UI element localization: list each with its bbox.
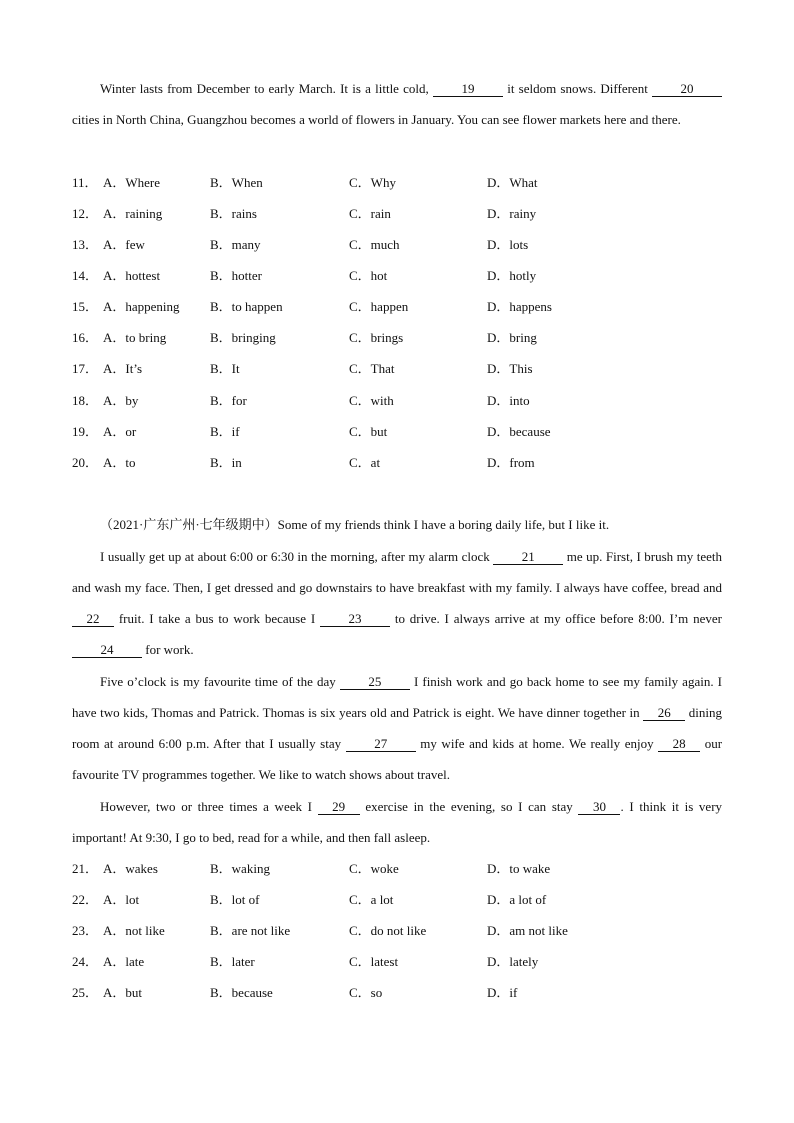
passage1-text: here and there. — [604, 112, 681, 127]
question-number: 23． — [72, 923, 99, 938]
passage2-text: my wife and kids at home. We really enjoy — [420, 736, 654, 751]
passage2-paragraph-1 — [72, 541, 722, 665]
option-d: D．to wake — [487, 861, 551, 876]
passage2-text: I finish work and go back home to see my family again. I have two kids, Thomas and Patrick. Thomas is six years old and Patrick is eight. We have dinner together in — [72, 674, 723, 720]
passage2-text: However, two or three times a week I — [100, 799, 312, 814]
option-d: D．What — [487, 175, 538, 190]
blank-27: 27 — [346, 737, 416, 752]
option-a: A．wakes — [103, 861, 158, 876]
option-b: B．It — [210, 361, 240, 376]
option-a: A．by — [103, 393, 139, 408]
blank-23: 23 — [320, 612, 390, 627]
blank-21: 21 — [493, 550, 563, 565]
option-d: D．lots — [487, 237, 529, 252]
question-number: 13． — [72, 237, 99, 252]
passage2-source-line: （2021·广东广州·七年级期中）Some of my friends think I have a boring daily life, but I like it. — [100, 517, 610, 532]
option-d: D．bring — [487, 330, 537, 345]
question-number: 21． — [72, 861, 99, 876]
passage2-text: me up. First, I brush my teeth and wash my face. Then, I get dressed and go downstairs to have breakfast with my family. I always have coffee, bread and — [72, 549, 722, 595]
option-a: A．to — [103, 455, 136, 470]
question-number: 18． — [72, 393, 99, 408]
option-a: A．happening — [103, 299, 180, 314]
option-b: B．because — [210, 985, 273, 1000]
option-a: A．It’s — [103, 361, 143, 376]
question-row — [72, 391, 722, 411]
option-b: B．if — [210, 424, 240, 439]
passage2-text: our favourite TV programmes together. We like to watch shows about travel. — [72, 736, 723, 782]
option-d: D．a lot of — [487, 892, 547, 907]
option-d: D．from — [487, 455, 535, 470]
blank-20: 20 — [652, 82, 722, 97]
passage2-paragraph-2 — [72, 666, 722, 790]
question-row — [72, 983, 722, 1003]
option-d: D．into — [487, 393, 530, 408]
option-a: A．late — [103, 954, 145, 969]
option-b: B．lot of — [210, 892, 260, 907]
question-number: 15． — [72, 299, 99, 314]
option-b: B．bringing — [210, 330, 276, 345]
option-c: C．rain — [349, 206, 391, 221]
question-row — [72, 453, 722, 473]
option-a: A．Where — [103, 175, 161, 190]
passage2-text: for work. — [145, 642, 194, 657]
option-d: D．rainy — [487, 206, 537, 221]
option-c: C．latest — [349, 954, 399, 969]
option-c: C．at — [349, 455, 381, 470]
option-c: C．a lot — [349, 892, 394, 907]
option-c: C．Why — [349, 175, 396, 190]
option-d: D．This — [487, 361, 533, 376]
question-number: 24． — [72, 954, 99, 969]
option-c: C．hot — [349, 268, 388, 283]
question-row — [72, 328, 722, 348]
option-b: B．to happen — [210, 299, 283, 314]
option-a: A．lot — [103, 892, 140, 907]
option-b: B．When — [210, 175, 263, 190]
option-c: C．brings — [349, 330, 404, 345]
option-d: D．lately — [487, 954, 539, 969]
option-a: A．or — [103, 424, 137, 439]
question-row — [72, 952, 722, 972]
question-row — [72, 422, 722, 442]
question-row — [72, 204, 722, 224]
blank-26: 26 — [643, 706, 685, 721]
option-b: B．hotter — [210, 268, 262, 283]
question-number: 16． — [72, 330, 99, 345]
question-number: 22． — [72, 892, 99, 907]
question-row — [72, 297, 722, 317]
passage2-text: fruit. I take a bus to work because I — [118, 611, 316, 626]
blank-28: 28 — [658, 737, 700, 752]
question-number: 12． — [72, 206, 99, 221]
passage1-paragraph — [72, 73, 722, 135]
passage2-text: . I think it is very important! At 9:30, I go to bed, read for a while, and then fall asleep. — [72, 799, 723, 845]
blank-29: 29 — [318, 800, 360, 815]
option-d: D．because — [487, 424, 551, 439]
option-a: A．to bring — [103, 330, 167, 345]
question-row — [72, 859, 722, 879]
question-number: 11． — [72, 175, 98, 190]
option-b: B．rains — [210, 206, 257, 221]
option-d: D．happens — [487, 299, 552, 314]
option-b: B．later — [210, 954, 255, 969]
question-number: 17． — [72, 361, 99, 376]
option-d: D．if — [487, 985, 518, 1000]
question-row — [72, 890, 722, 910]
question-row — [72, 359, 722, 379]
passage2-text: dining room at around 6:00 p.m. After that I usually stay — [72, 705, 722, 751]
option-a: A．but — [103, 985, 143, 1000]
option-c: C．so — [349, 985, 383, 1000]
passage2-paragraph-3 — [72, 791, 722, 853]
blank-30: 30 — [578, 800, 620, 815]
option-c: C．with — [349, 393, 394, 408]
passage2-text: Five o’clock is my favourite time of the day — [100, 674, 336, 689]
question-number: 20． — [72, 455, 99, 470]
passage1-text: Winter lasts from December to early March. It is a little cold, — [100, 81, 429, 96]
question-row — [72, 266, 722, 286]
passage1-text: it seldom snows. Different — [507, 81, 648, 96]
option-a: A．raining — [103, 206, 163, 221]
question-row — [72, 235, 722, 255]
option-d: D．hotly — [487, 268, 537, 283]
question-row — [72, 921, 722, 941]
option-c: C．woke — [349, 861, 399, 876]
blank-19: 19 — [433, 82, 503, 97]
option-c: C．much — [349, 237, 400, 252]
question-number: 25． — [72, 985, 99, 1000]
option-b: B．for — [210, 393, 247, 408]
option-a: A．not like — [103, 923, 165, 938]
option-a: A．few — [103, 237, 145, 252]
question-number: 19． — [72, 424, 99, 439]
option-a: A．hottest — [103, 268, 161, 283]
passage2-text: to drive. I always arrive at my office before 8:00. I’m never — [394, 611, 722, 626]
passage1-text: cities in North China, Guangzhou becomes a world of flowers in January. You can see flower markets — [72, 112, 601, 127]
option-c: C．happen — [349, 299, 409, 314]
blank-24: 24 — [72, 643, 142, 658]
option-b: B．waking — [210, 861, 270, 876]
option-c: C．but — [349, 424, 388, 439]
option-c: C．do not like — [349, 923, 427, 938]
question-number: 14． — [72, 268, 99, 283]
blank-22: 22 — [72, 612, 114, 627]
option-b: B．many — [210, 237, 261, 252]
option-b: B．are not like — [210, 923, 291, 938]
option-b: B．in — [210, 455, 242, 470]
option-d: D．am not like — [487, 923, 568, 938]
question-row — [72, 173, 722, 193]
option-c: C．That — [349, 361, 395, 376]
blank-25: 25 — [340, 675, 410, 690]
passage2-text: exercise in the evening, so I can stay — [365, 799, 573, 814]
passage2-text: I usually get up at about 6:00 or 6:30 in the morning, after my alarm clock — [100, 549, 490, 564]
